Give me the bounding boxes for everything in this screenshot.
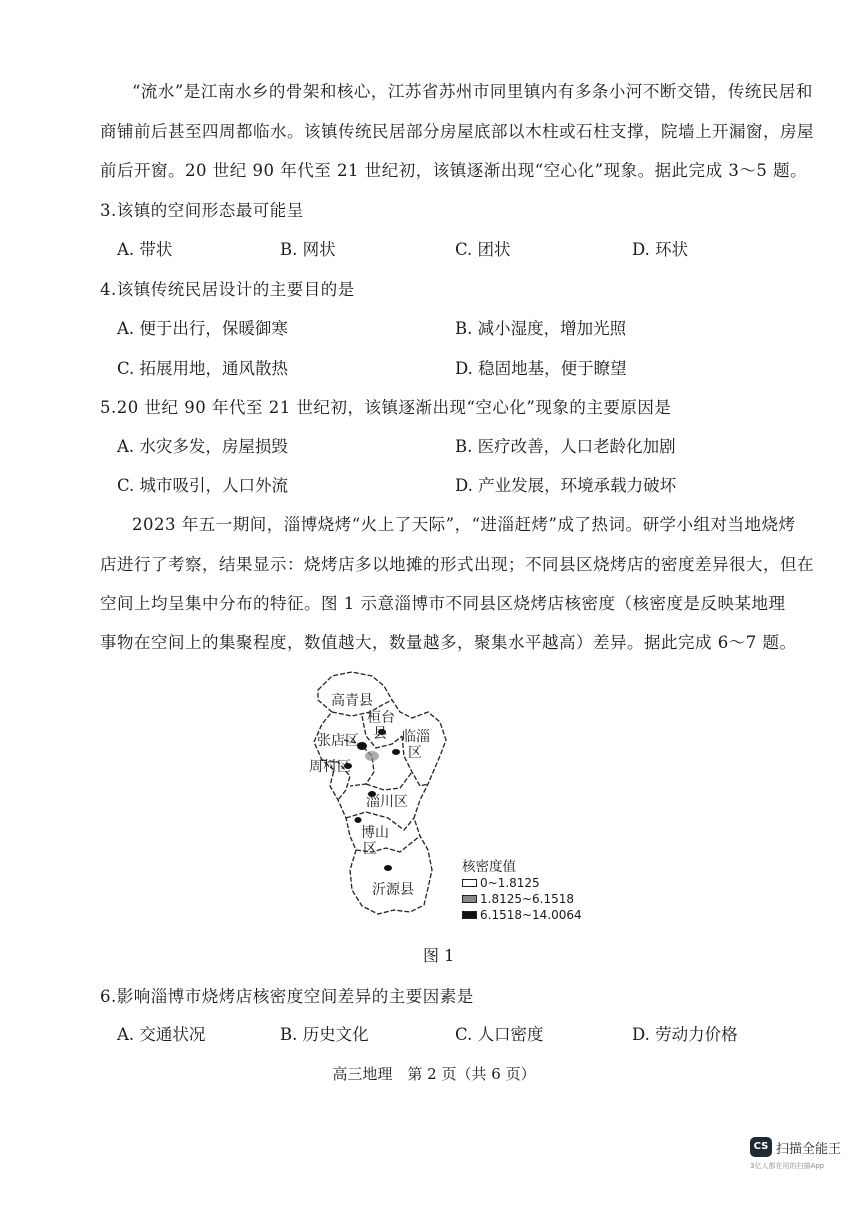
legend-label-low: 0~1.8125 [480,876,540,890]
legend-swatch-low [462,879,477,887]
figure-caption: 图 1 [423,946,455,965]
map-legend [462,855,582,923]
map-label-zhangdian: 张店区 [317,733,359,749]
question-3-option-b: B. 网状 [280,240,336,259]
map-label-gaoqing: 高青县 [331,693,373,709]
page-footer: 高三地理 第 2 页（共 6 页） [332,1065,536,1083]
question-4-option-d: D. 稳固地基，便于瞭望 [455,359,627,378]
question-3-option-d: D. 环状 [632,240,689,259]
legend-label-high: 6.1518~14.0064 [480,908,582,922]
legend-title: 核密度值 [462,859,516,875]
question-5-option-a: A. 水灾多发，房屋损毁 [117,437,288,456]
map-label-boshan-2: 区 [363,841,377,857]
legend-swatch-medium [462,895,477,903]
scanner-name: 扫描全能王 [776,1142,842,1157]
map-label-huantai: 桓台 [367,710,395,726]
passage1-line-3: 前后开窗。20 世纪 90 年代至 21 世纪初，该镇逐渐出现“空心化”现象。据此完成 3～5 题。 [100,161,808,180]
legend-label-medium: 1.8125~6.1518 [480,892,575,906]
passage1-line-1: “流水”是江南水乡的骨架和核心，江苏省苏州市同里镇内有多条小河不断交错，传统民居和 [132,82,813,101]
question-3-option-a: A. 带状 [117,240,173,259]
passage2-line-3: 空间上均呈集中分布的特征。图 1 示意淄博市不同县区烧烤店核密度（核密度是反映某地理 [100,594,786,613]
hotspot-linzi [392,749,400,755]
legend-swatch-high [462,911,477,919]
passage2-line-1: 2023 年五一期间，淄博烧烤“火上了天际”，“进淄赶烤”成了热词。研学小组对当地烧烤 [132,515,796,534]
question-5-option-b: B. 医疗改善，人口老龄化加剧 [455,437,676,456]
map-label-zhoucun: 周村区 [309,759,351,775]
medium-density-zhangdian [365,751,379,761]
legend-item-medium [462,891,582,907]
question-6-option-c: C. 人口密度 [455,1025,544,1044]
map-label-zichuan: 淄川区 [366,794,408,810]
legend-item-low [462,875,582,891]
map-label-linzi-2: 区 [408,745,422,761]
hotspot-yiyuan [384,865,392,871]
question-5-option-c: C. 城市吸引，人口外流 [117,476,289,495]
map-label-linzi: 临淄 [402,729,430,745]
scanner-tagline: 3亿人都在用的扫描App [750,1162,825,1170]
question-6-stem: 6.影响淄博市烧烤店核密度空间差异的主要因素是 [100,987,474,1006]
camscanner-logo-icon: CS [750,1137,772,1157]
question-3-stem: 3.该镇的空间形态最可能呈 [100,201,304,220]
question-6-option-d: D. 劳动力价格 [632,1025,738,1044]
map-label-yiyuan: 沂源县 [372,882,414,898]
passage2-line-4: 事物在空间上的集聚程度，数值越大，数量越多，聚集水平越高）差异。据此完成 6～7 题。 [100,633,797,652]
map-label-huantai-2: 县 [373,726,387,742]
question-3-option-c: C. 团状 [455,240,511,259]
question-4-option-a: A. 便于出行，保暖御寒 [117,319,288,338]
question-4-option-b: B. 减小湿度，增加光照 [455,319,627,338]
question-5-option-d: D. 产业发展，环境承载力破坏 [455,476,677,495]
question-4-stem: 4.该镇传统民居设计的主要目的是 [100,280,355,299]
legend-item-high [462,907,582,923]
passage2-line-2: 店进行了考察，结果显示：烧烤店多以地摊的形式出现；不同县区烧烤店的密度差异很大，但在 [100,555,814,574]
question-6-option-b: B. 历史文化 [280,1025,369,1044]
question-6-option-a: A. 交通状况 [117,1025,206,1044]
map-label-boshan: 博山 [361,825,389,841]
passage1-line-2: 商铺前后甚至四周都临水。该镇传统民居部分房屋底部以木柱或石柱支撑，院墙上开漏窗，房屋 [100,122,814,141]
question-4-option-c: C. 拓展用地，通风散热 [117,359,289,378]
question-5-stem: 5.20 世纪 90 年代至 21 世纪初，该镇逐渐出现“空心化”现象的主要原因是 [100,398,672,417]
scanner-watermark [748,1137,858,1177]
